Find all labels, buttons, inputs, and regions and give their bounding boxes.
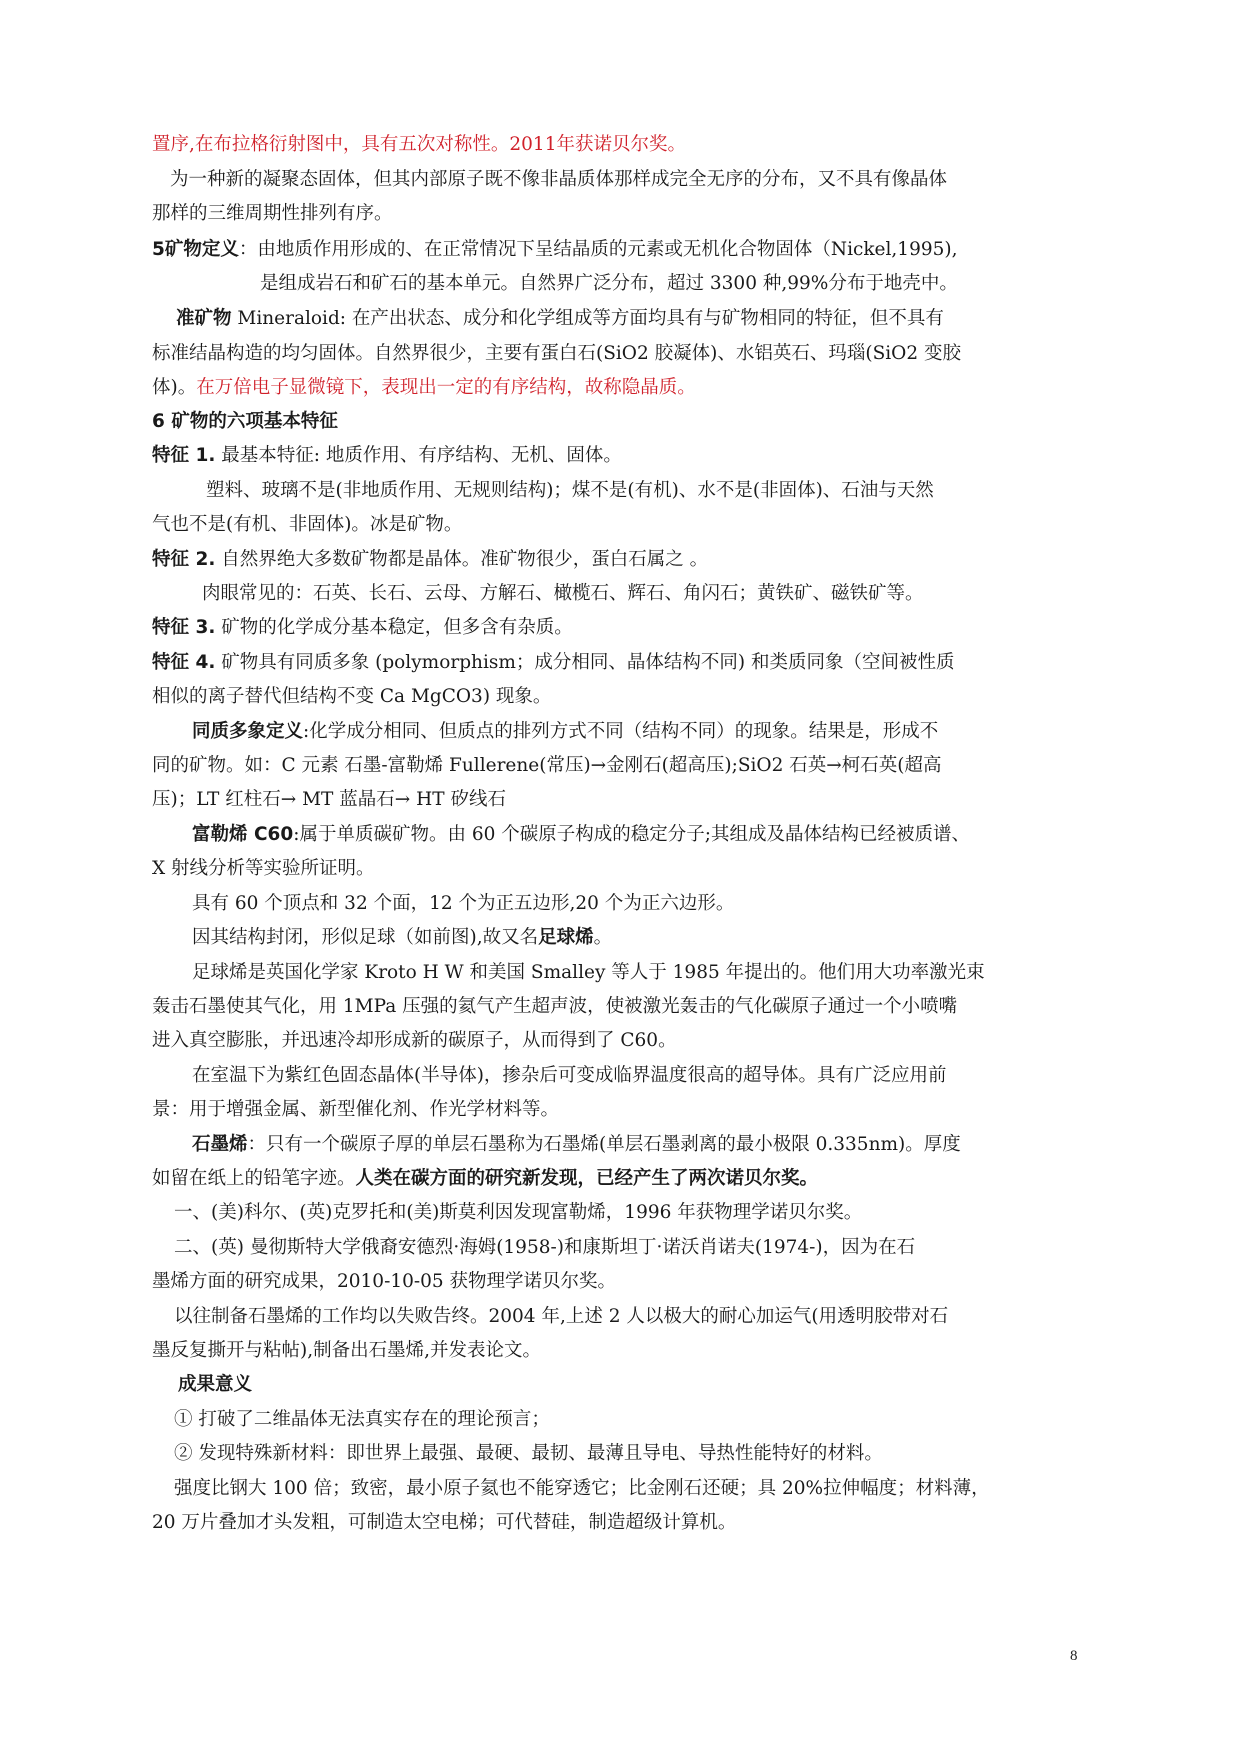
body-text: 墨烯方面的研究成果，2010-10-05 获物理学诺贝尔奖。 bbox=[152, 1271, 617, 1292]
page-number: 8 bbox=[1070, 1648, 1078, 1664]
body-text: 进入真空膨胀，并迅速冷却形成新的碳原子，从而得到了 C60。 bbox=[152, 1030, 677, 1051]
text-line bbox=[152, 852, 375, 886]
body-text: 20 万片叠加才头发粗，可制造太空电梯；可代替硅，制造超级计算机。 bbox=[152, 1512, 737, 1533]
body-text: 足球烯是英国化学家 Kroto H W 和美国 Smalley 等人于 1985 年提出的。他们用大功率激光束 bbox=[192, 962, 985, 983]
text-line bbox=[174, 1196, 862, 1230]
body-text: 景：用于增强金属、新型催化剂、作光学材料等。 bbox=[152, 1099, 560, 1120]
body-text: Mineraloid: 在产出状态、成分和化学组成等方面均具有与矿物相同的特征，但不具有 bbox=[231, 308, 944, 329]
body-text: 。 bbox=[593, 927, 613, 948]
body-text: 强度比钢大 100 倍；致密，最小原子氦也不能穿透它；比金刚石还硬；具 20%拉伸幅度；材料薄， bbox=[174, 1478, 990, 1499]
text-line bbox=[192, 1059, 946, 1093]
bold-text: 成果意义 bbox=[178, 1374, 253, 1395]
bold-text: 石墨烯 bbox=[192, 1134, 248, 1155]
body-text: 自然界绝大多数矿物都是晶体。准矿物很少，蛋白石属之 。 bbox=[215, 549, 709, 570]
text-line bbox=[174, 1437, 883, 1471]
text-line bbox=[192, 956, 985, 990]
text-line bbox=[152, 128, 686, 162]
body-text: X 射线分析等实验所证明。 bbox=[152, 858, 375, 879]
text-line bbox=[260, 267, 958, 301]
body-text: ：由地质作用形成的、在正常情况下呈结晶质的元素或无机化合物固体（Nickel,1995), bbox=[238, 239, 958, 260]
text-line bbox=[202, 577, 924, 611]
body-text: ② 发现特殊新材料：即世界上最强、最硬、最韧、最薄且导电、导热性能特好的材料。 bbox=[174, 1443, 883, 1464]
text-line bbox=[170, 163, 947, 197]
text-line bbox=[152, 1162, 818, 1196]
text-line bbox=[152, 646, 955, 680]
body-text: 压)；LT 红柱石→ MT 蓝晶石→ HT 矽线石 bbox=[152, 789, 506, 810]
bold-text: 5矿物定义 bbox=[152, 239, 239, 260]
text-line bbox=[192, 818, 970, 852]
body-text: 一、(美)科尔、(英)克罗托和(美)斯莫利因发现富勒烯，1996 年获物理学诺贝尔奖。 bbox=[174, 1202, 863, 1223]
text-line bbox=[152, 405, 338, 439]
body-text: 相似的离子替代但结构不变 Ca MgCO3) 现象。 bbox=[152, 686, 552, 707]
bold-text: 同质多象定义 bbox=[192, 721, 304, 742]
text-line bbox=[152, 680, 551, 714]
body-text: 那样的三维周期性排列有序。 bbox=[152, 203, 393, 224]
body-text: 矿物具有同质多象 (polymorphism；成分相同、晶体结构不同) 和类质同象（空间被性质 bbox=[215, 652, 955, 673]
highlight-text: 置序,在布拉格衍射图中，具有五次对称性。2011年获诺贝尔奖。 bbox=[152, 134, 686, 155]
text-line bbox=[192, 1128, 961, 1162]
text-line bbox=[152, 543, 708, 577]
text-line bbox=[152, 783, 506, 817]
body-text: 以往制备石墨烯的工作均以失败告终。2004 年,上述 2 人以极大的耐心加运气(用透明胶带对石 bbox=[174, 1306, 949, 1327]
body-text: 气也不是(有机、非固体)。冰是矿物。 bbox=[152, 514, 463, 535]
text-line bbox=[152, 197, 393, 231]
text-line bbox=[192, 715, 938, 749]
body-text: 同的矿物。如：C 元素 石墨-富勒烯 Fullerene(常压)→金刚石(超高压);SiO2 石英→柯石英(超高 bbox=[152, 755, 942, 776]
text-line bbox=[152, 508, 462, 542]
bold-text: 6 矿物的六项基本特征 bbox=[152, 411, 338, 432]
body-text: 是组成岩石和矿石的基本单元。自然界广泛分布，超过 3300 种,99%分布于地壳中。 bbox=[260, 273, 958, 294]
body-text: :属于单质碳矿物。由 60 个碳原子构成的稳定分子;其组成及晶体结构已经被质谱、 bbox=[293, 824, 971, 845]
text-line bbox=[152, 1024, 677, 1058]
body-text: 因其结构封闭，形似足球（如前图),故又名 bbox=[192, 927, 539, 948]
bold-text: 富勒烯 C60 bbox=[192, 824, 294, 845]
body-text: 轰击石墨使其气化，用 1MPa 压强的氦气产生超声波，使被激光轰击的气化碳原子通过一个小喷嘴 bbox=[152, 996, 958, 1017]
body-text: 标准结晶构造的均匀固体。自然界很少，主要有蛋白石(SiO2 胶凝体)、水铝英石、玛瑙(SiO2 变胶 bbox=[152, 343, 961, 364]
bold-text: 人类在碳方面的研究新发现，已经产生了两次诺贝尔奖。 bbox=[355, 1168, 819, 1189]
bold-text: 准矿物 bbox=[176, 308, 232, 329]
body-text: 二、(英) 曼彻斯特大学俄裔安德烈·海姆(1958-)和康斯坦丁·诺沃肖诺夫(1974-)，因为在石 bbox=[174, 1237, 916, 1258]
bold-text: 足球烯 bbox=[538, 927, 594, 948]
text-line bbox=[152, 439, 622, 473]
body-text: ：只有一个碳原子厚的单层石墨称为石墨烯(单层石墨剥离的最小极限 0.335nm)。厚度 bbox=[247, 1134, 961, 1155]
text-line bbox=[152, 1093, 559, 1127]
body-text: 如留在纸上的铅笔字迹。 bbox=[152, 1168, 356, 1189]
text-line bbox=[192, 887, 734, 921]
text-line bbox=[152, 1334, 541, 1368]
body-text: 最基本特征: 地质作用、有序结构、无机、固体。 bbox=[215, 445, 622, 466]
highlight-text: 在万倍电子显微镜下，表现出一定的有序结构，故称隐晶质。 bbox=[196, 377, 696, 398]
body-text: ① 打破了二维晶体无法真实存在的理论预言； bbox=[174, 1409, 550, 1430]
bold-text: 特征 1. bbox=[152, 445, 216, 466]
text-line bbox=[152, 233, 957, 267]
text-line bbox=[152, 337, 961, 371]
text-line bbox=[206, 474, 934, 508]
text-line bbox=[152, 749, 941, 783]
body-text: 矿物的化学成分基本稳定，但多含有杂质。 bbox=[215, 617, 573, 638]
body-text: 塑料、玻璃不是(非地质作用、无规则结构)；煤不是(有机)、水不是(非固体)、石油与天然 bbox=[206, 480, 934, 501]
body-text: 墨反复撕开与粘帖),制备出石墨烯,并发表论文。 bbox=[152, 1340, 541, 1361]
bold-text: 特征 2. bbox=[152, 549, 216, 570]
text-line bbox=[152, 1265, 616, 1299]
text-line bbox=[174, 1403, 550, 1437]
body-text: 在室温下为紫红色固态晶体(半导体)，掺杂后可变成临界温度很高的超导体。具有广泛应用前 bbox=[192, 1065, 947, 1086]
text-line bbox=[152, 371, 696, 405]
text-line bbox=[178, 1368, 252, 1402]
body-text: 肉眼常见的：石英、长石、云母、方解石、橄榄石、辉石、角闪石；黄铁矿、磁铁矿等。 bbox=[202, 583, 924, 604]
text-line bbox=[174, 1231, 915, 1265]
body-text: 具有 60 个顶点和 32 个面，12 个为正五边形,20 个为正六边形。 bbox=[192, 893, 735, 914]
body-text: :化学成分相同、但质点的排列方式不同（结构不同）的现象。结果是，形成不 bbox=[303, 721, 939, 742]
text-line bbox=[176, 302, 944, 336]
body-text: 为一种新的凝聚态固体，但其内部原子既不像非晶质体那样成完全无序的分布，又不具有像晶体 bbox=[170, 169, 948, 190]
bold-text: 特征 4. bbox=[152, 652, 216, 673]
text-line bbox=[174, 1472, 990, 1506]
bold-text: 特征 3. bbox=[152, 617, 216, 638]
text-line bbox=[152, 1506, 736, 1540]
text-line bbox=[192, 921, 612, 955]
text-line bbox=[152, 990, 957, 1024]
text-line bbox=[152, 611, 573, 645]
body-text: 体)。 bbox=[152, 377, 197, 398]
text-line bbox=[174, 1300, 948, 1334]
